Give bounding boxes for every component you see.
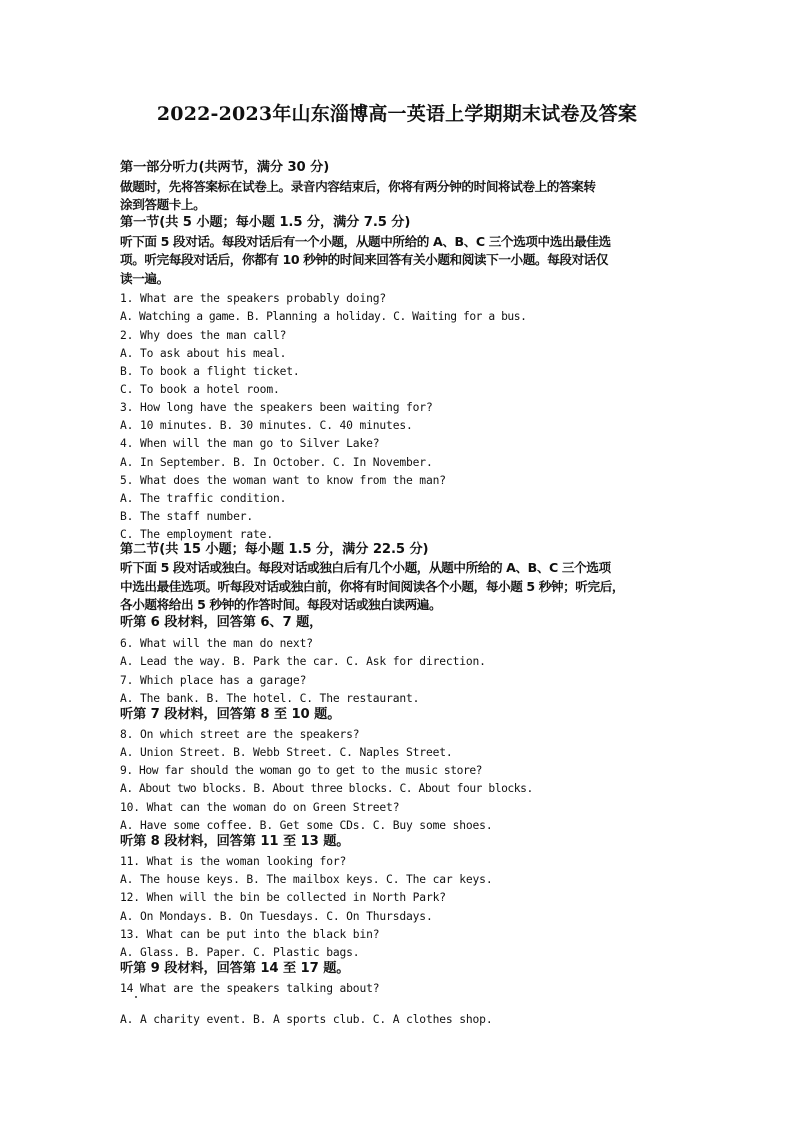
- question-7-options: A. The bank. B. The hotel. C. The restaurant.: [120, 692, 420, 705]
- instruction-line: 涂到答题卡上。: [120, 197, 206, 212]
- stray-dot-mark: [135, 996, 137, 998]
- instruction-line: 项。听完每段对话后，你都有 10 秒钟的时间来回答有关小题和阅读下一小题。每段对话仅: [120, 252, 609, 267]
- question-2-option-b: B. To book a flight ticket.: [120, 365, 300, 378]
- question-5-option-c: C. The employment rate.: [120, 528, 273, 541]
- page-title: 2022-2023年山东淄博高一英语上学期期末试卷及答案: [156, 103, 638, 125]
- material-8-heading: 听第 8 段材料，回答第 11 至 13 题。: [120, 834, 350, 849]
- question-14-options: A. A charity event. B. A sports club. C. A clothes shop.: [120, 1013, 493, 1026]
- question-5-option-b: B. The staff number.: [120, 510, 254, 523]
- section-two-heading: 第二节(共 15 小题；每小题 1.5 分，满分 22.5 分): [120, 542, 429, 557]
- question-6: 6. What will the man do next?: [120, 637, 313, 650]
- question-10: 10. What can the woman do on Green Street?: [120, 801, 400, 814]
- question-4: 4. When will the man go to Silver Lake?: [120, 437, 380, 450]
- question-2-option-a: A. To ask about his meal.: [120, 347, 287, 360]
- question-8-options: A. Union Street. B. Webb Street. C. Naples Street.: [120, 746, 453, 759]
- question-5: 5. What does the woman want to know from the man?: [120, 474, 446, 487]
- question-3-options: A. 10 minutes. B. 30 minutes. C. 40 minutes.: [120, 419, 413, 432]
- material-6-heading: 听第 6 段材料，回答第 6、7 题，: [120, 615, 323, 630]
- question-10-options: A. Have some coffee. B. Get some CDs. C. Buy some shoes.: [120, 819, 493, 832]
- instruction-line: 听下面 5 段对话。每段对话后有一个小题，从题中所给的 A、B、C 三个选项中选出最佳选: [120, 234, 611, 249]
- question-9-options: A. About two blocks. B. About three blocks. C. About four blocks.: [120, 782, 533, 795]
- question-3: 3. How long have the speakers been waiting for?: [120, 401, 433, 414]
- question-7: 7. Which place has a garage?: [120, 674, 307, 687]
- material-9-heading: 听第 9 段材料，回答第 14 至 17 题。: [120, 961, 350, 976]
- question-11: 11. What is the woman looking for?: [120, 855, 347, 868]
- question-2-option-c: C. To book a hotel room.: [120, 383, 280, 396]
- question-8: 8. On which street are the speakers?: [120, 728, 360, 741]
- instruction-line: 各小题将给出 5 秒钟的作答时间。每段对话或独白读两遍。: [120, 597, 442, 612]
- question-1: 1. What are the speakers probably doing?: [120, 292, 387, 305]
- question-6-options: A. Lead the way. B. Park the car. C. Ask for direction.: [120, 655, 486, 668]
- question-12: 12. When will the bin be collected in North Park?: [120, 891, 446, 904]
- question-12-options: A. On Mondays. B. On Tuesdays. C. On Thursdays.: [120, 910, 433, 923]
- instruction-line: 中选出最佳选项。听每段对话或独白前，你将有时间阅读各个小题，每小题 5 秒钟；听完后，: [120, 579, 625, 594]
- question-9: 9. How far should the woman go to get to the music store?: [120, 764, 483, 777]
- question-14: 14 What are the speakers talking about?: [120, 982, 380, 995]
- question-2: 2. Why does the man call?: [120, 329, 287, 342]
- question-11-options: A. The house keys. B. The mailbox keys. C. The car keys.: [120, 873, 493, 886]
- question-13-options: A. Glass. B. Paper. C. Plastic bags.: [120, 946, 360, 959]
- question-5-option-a: A. The traffic condition.: [120, 492, 287, 505]
- instruction-line: 读一遍。: [120, 271, 169, 286]
- instruction-line: 做题时，先将答案标在试卷上。录音内容结束后，你将有两分钟的时间将试卷上的答案转: [120, 179, 596, 194]
- instruction-line: 听下面 5 段对话或独白。每段对话或独白后有几个小题，从题中所给的 A、B、C 三个选项: [120, 560, 611, 575]
- part-one-heading: 第一部分听力(共两节，满分 30 分): [120, 160, 330, 175]
- question-4-options: A. In September. B. In October. C. In November.: [120, 456, 433, 469]
- question-1-options: A. Watching a game. B. Planning a holiday. C. Waiting for a bus.: [120, 310, 527, 323]
- section-one-heading: 第一节(共 5 小题；每小题 1.5 分，满分 7.5 分): [120, 215, 411, 230]
- question-13: 13. What can be put into the black bin?: [120, 928, 380, 941]
- material-7-heading: 听第 7 段材料，回答第 8 至 10 题。: [120, 707, 341, 722]
